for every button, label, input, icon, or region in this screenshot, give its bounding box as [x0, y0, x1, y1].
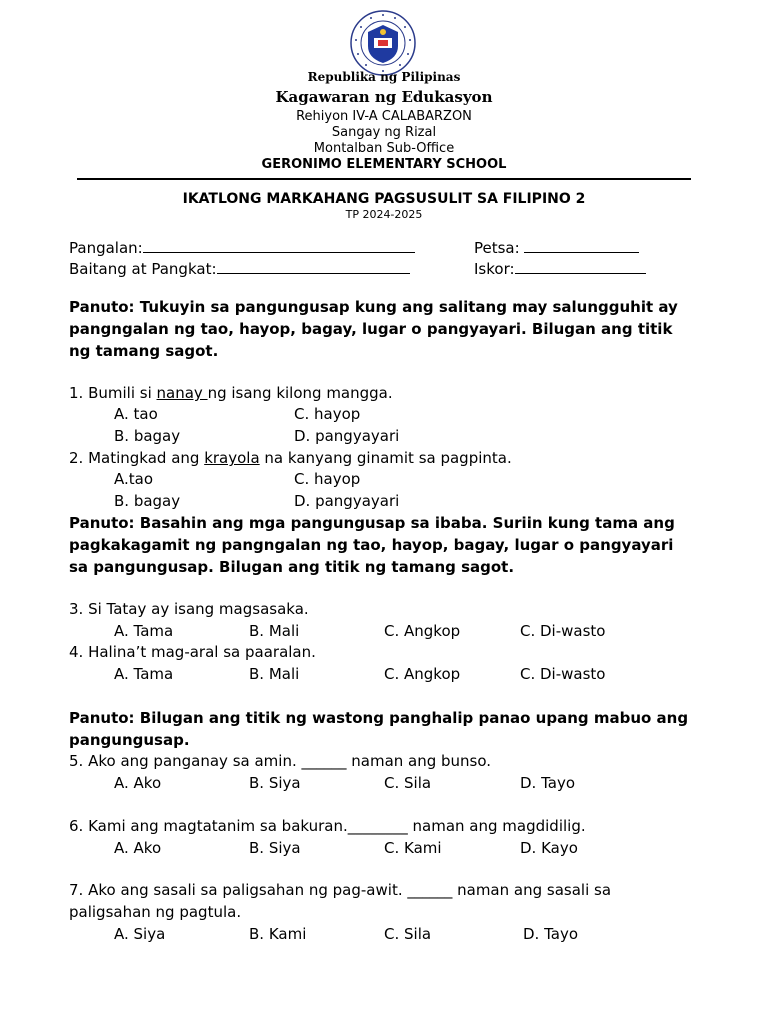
q7-option-d[interactable]: D. Tayo	[523, 925, 579, 943]
q6-option-a[interactable]: A. Ako	[114, 839, 162, 857]
instruction-three-line: Panuto: Bilugan ang titik ng wastong panghalip panao upang mabuo ang	[69, 709, 689, 727]
instruction-two-line: Panuto: Basahin ang mga pangungusap sa ibaba. Suriin kung tama ang	[69, 514, 675, 532]
q4-option-a[interactable]: A. Tama	[114, 665, 174, 683]
name-label: Pangalan:	[69, 239, 143, 257]
name-blank[interactable]	[143, 238, 415, 253]
q5-option-b[interactable]: B. Siya	[249, 774, 301, 792]
q7-option-b[interactable]: B. Kami	[249, 925, 307, 943]
exam-title: IKATLONG MARKAHANG PAGSUSULIT SA FILIPINO 2	[182, 191, 586, 207]
question-4: 4. Halina’t mag-aral sa paaralan.	[69, 643, 316, 661]
question-5: 5. Ako ang panganay sa amin. ______ naman ang bunso.	[69, 752, 492, 770]
question-1	[69, 383, 393, 403]
date-label: Petsa:	[474, 239, 520, 257]
instruction-two-line: sa pangungusap. Bilugan ang titik ng tamang sagot.	[69, 558, 515, 576]
school-year: TP 2024-2025	[345, 208, 423, 221]
q2-option-b[interactable]: B. bagay	[114, 492, 181, 510]
q5-option-a[interactable]: A. Ako	[114, 774, 162, 792]
q3-option-c[interactable]: C. Angkop	[384, 622, 461, 640]
q7-option-c[interactable]: C. Sila	[384, 925, 432, 943]
instruction-one-line: Panuto: Tukuyin sa pangungusap kung ang salitang may salungguhit ay	[69, 298, 678, 316]
q1-option-a[interactable]: A. tao	[114, 405, 158, 423]
deped-seal-icon	[350, 10, 416, 76]
q4-option-b[interactable]: B. Mali	[249, 665, 300, 683]
instruction-one-line: ng tamang sagot.	[69, 342, 219, 360]
question-text: 2. Matingkad ang	[69, 449, 205, 467]
q3-option-a[interactable]: A. Tama	[114, 622, 174, 640]
question-text: 1. Bumili si	[69, 384, 157, 402]
instruction-two-line: pagkakagamit ng pangngalan ng tao, hayop, bagay, lugar o pangyayari	[69, 536, 674, 554]
score-field	[474, 259, 646, 279]
q5-option-d[interactable]: D. Tayo	[520, 774, 576, 792]
q2-option-c[interactable]: C. hayop	[294, 470, 361, 488]
underlined-word: nanay	[156, 384, 208, 402]
q3-option-d[interactable]: C. Di-wasto	[520, 622, 606, 640]
grade-section-label: Baitang at Pangkat:	[69, 260, 217, 278]
region-line: Rehiyon IV-A CALABARZON	[296, 109, 472, 124]
score-label: Iskor:	[474, 260, 515, 278]
q6-option-d[interactable]: D. Kayo	[520, 839, 578, 857]
underlined-word: krayola	[204, 449, 260, 467]
q7-option-a[interactable]: A. Siya	[114, 925, 166, 943]
question-2	[69, 448, 512, 468]
sub-office-line: Montalban Sub-Office	[313, 141, 455, 156]
q2-option-a[interactable]: A.tao	[114, 470, 154, 488]
grade-section-field	[69, 259, 410, 279]
department-line: Kagawaran ng Edukasyon	[275, 88, 493, 106]
instruction-one-line: pangngalan ng tao, hayop, bagay, lugar o pangyayari. Bilugan ang titik	[69, 320, 673, 338]
q3-option-b[interactable]: B. Mali	[249, 622, 300, 640]
q1-option-d[interactable]: D. pangyayari	[294, 427, 400, 445]
question-6: 6. Kami ang magtatanim sa bakuran.________ naman ang magdidilig.	[69, 817, 586, 835]
question-7-line: paligsahan ng pagtula.	[69, 903, 242, 921]
q1-option-c[interactable]: C. hayop	[294, 405, 361, 423]
name-field	[69, 238, 415, 258]
q4-option-d[interactable]: C. Di-wasto	[520, 665, 606, 683]
q6-option-c[interactable]: C. Kami	[384, 839, 442, 857]
score-blank[interactable]	[515, 259, 646, 274]
question-3: 3. Si Tatay ay isang magsasaka.	[69, 600, 309, 618]
q6-option-b[interactable]: B. Siya	[249, 839, 301, 857]
instruction-three-line: pangungusap.	[69, 731, 190, 749]
republic-line: Republika ng Pilipinas	[307, 70, 461, 84]
question-text: ng isang kilong mangga.	[207, 384, 393, 402]
date-field	[474, 238, 639, 258]
q4-option-c[interactable]: C. Angkop	[384, 665, 461, 683]
date-blank[interactable]	[524, 238, 639, 253]
grade-section-blank[interactable]	[217, 259, 410, 274]
division-line: Sangay ng Rizal	[331, 125, 437, 140]
header-divider	[77, 178, 691, 180]
school-name: GERONIMO ELEMENTARY SCHOOL	[261, 157, 507, 172]
q5-option-c[interactable]: C. Sila	[384, 774, 432, 792]
question-text: na kanyang ginamit sa pagpinta.	[259, 449, 512, 467]
question-7-line: 7. Ako ang sasali sa paligsahan ng pag-awit. ______ naman ang sasali sa	[69, 881, 612, 899]
q2-option-d[interactable]: D. pangyayari	[294, 492, 400, 510]
q1-option-b[interactable]: B. bagay	[114, 427, 181, 445]
